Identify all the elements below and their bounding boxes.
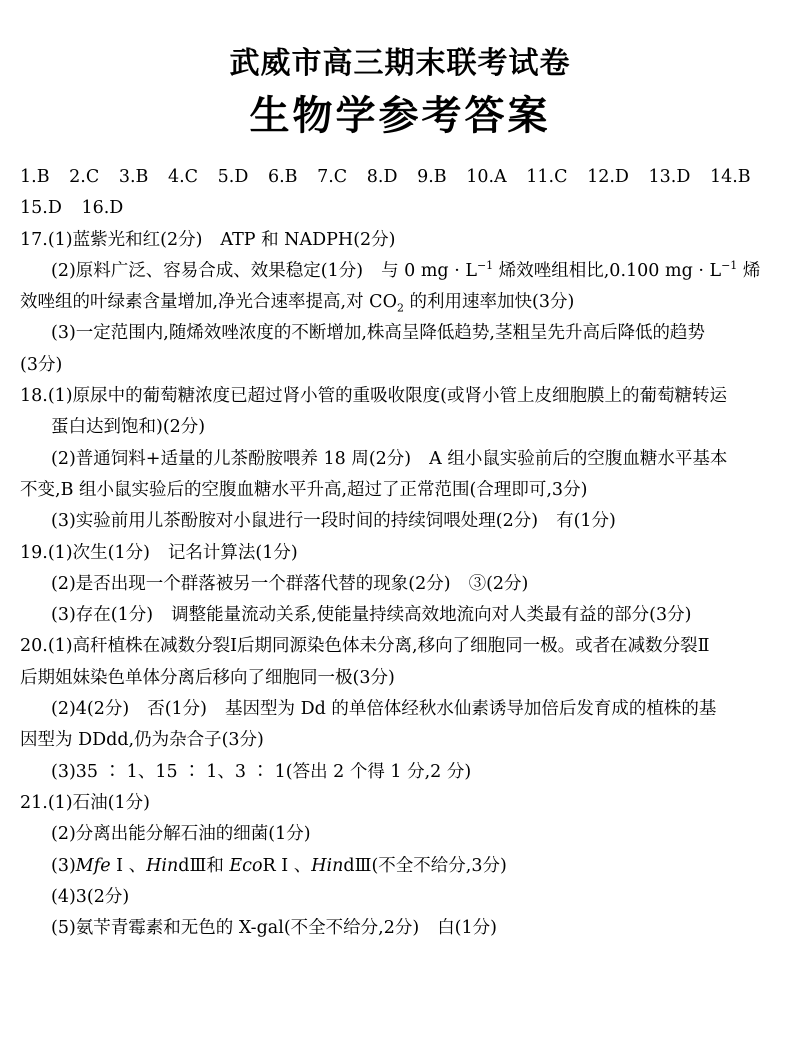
superscript: −1 [721, 259, 738, 273]
q18-line-4: 不变,B 组小鼠实验后的空腹血糖水平升高,超过了正常范围(合理即可,3分) [20, 479, 588, 500]
q19-part-1-answer-b: 记名计算法(1分) [167, 542, 298, 563]
mc-answers-row-1 [20, 162, 790, 193]
q17-line-4: (3)一定范围内,随烯效唑浓度的不断增加,株高呈降低趋势,茎粗呈先升高后降低的趋势 [51, 323, 705, 344]
q18-line-1: 18.(1)原尿中的葡萄糖浓度已超过肾小管的重吸收限度(或肾小管上皮细胞膜上的葡萄糖转运 [20, 386, 727, 407]
mc-answer: 14.B [709, 167, 751, 187]
q21-part-5-answer-b: 白(1分) [437, 918, 497, 939]
enzyme-name: Eco [229, 855, 263, 876]
q21-line-2: (2)分离出能分解石油的细菌(1分) [51, 824, 311, 845]
mc-answer: 5.D [217, 167, 249, 187]
enzyme-name: Mfe [75, 855, 111, 876]
q19-line-3 [20, 600, 790, 631]
q17-part-2-text: 烯 [742, 260, 761, 281]
q21-line-4: (4)3(2分) [51, 886, 130, 907]
q20-line-4: 因型为 DDdd,仍为杂合子(3分) [20, 730, 264, 751]
q20-part-2-answer-c: 基因型为 Dd 的单倍体经秋水仙素诱导加倍后发育成的植株的基 [225, 699, 717, 720]
mc-answer: 2.C [69, 167, 100, 187]
q17-part-2-text: 与 0 mg · L [381, 260, 477, 281]
q17-part-2-answer: (2)原料广泛、容易合成、效果稳定(1分) [51, 260, 364, 281]
q19-part-3-answer: (3)存在(1分) [51, 605, 154, 626]
mc-answers-row-2 [20, 193, 790, 224]
q17-line-3 [20, 287, 790, 318]
mc-answer: 1.B [20, 167, 50, 187]
mc-answer: 8.D [366, 167, 398, 187]
q19-part-1-answer: 19.(1)次生(1分) [20, 542, 150, 563]
superscript: −1 [476, 259, 494, 273]
mc-answer: 16.D [81, 198, 124, 219]
mc-answer: 13.D [648, 167, 691, 187]
mc-answer: 7.C [317, 167, 348, 187]
q21-part-3-text: Ⅰ 、 [110, 855, 147, 876]
enzyme-name: Hin [311, 855, 344, 876]
q18-line-2: 蛋白达到饱和)(2分) [51, 417, 206, 438]
q17-part-2-text: 效唑组的叶绿素含量增加,净光合速率提高,对 CO [20, 292, 397, 313]
q21-line-1: 21.(1)石油(1分) [20, 792, 150, 813]
q17-line-2 [20, 256, 790, 287]
mc-answer: 4.C [167, 167, 199, 187]
q20-line-3 [20, 694, 790, 725]
q21-part-3-label: (3) [51, 855, 76, 876]
answer-body [20, 162, 790, 944]
q17-line-5: (3分) [20, 354, 63, 375]
q20-line-5: (3)35 ∶ 1、15 ∶ 1、3 ∶ 1(答出 2 个得 1 分,2 分) [51, 761, 472, 782]
q19-line-2 [20, 569, 790, 600]
q18-part-2-answer: (2)普通饲料+适量的儿茶酚胺喂养 18 周(2分) [51, 448, 412, 469]
q18-part-2-answer-b: A 组小鼠实验前后的空腹血糖水平基本 [429, 448, 728, 469]
q20-line-1: 20.(1)高秆植株在减数分裂Ⅰ后期同源染色体未分离,移向了细胞同一极。或者在减数分裂Ⅱ [20, 636, 710, 657]
mc-answer: 10.A [466, 167, 507, 187]
q17-part-1-answer-b: ATP 和 NADPH(2分) [220, 229, 396, 250]
q19-line-1 [20, 538, 790, 569]
enzyme-name: Hin [146, 855, 179, 876]
q18-line-5 [20, 506, 790, 537]
q20-line-2: 后期姐妹染色单体分离后移向了细胞同一极(3分) [20, 667, 395, 688]
mc-answer: 9.B [417, 167, 447, 187]
mc-answer: 11.C [526, 167, 568, 187]
mc-answer: 12.D [587, 167, 629, 187]
q21-part-3-text: dⅢ(不全不给分,3分) [343, 855, 507, 876]
q20-part-2-answer-b: 否(1分) [147, 699, 208, 720]
q21-line-5 [20, 913, 790, 944]
q18-part-3-answer: (3)实验前用儿茶酚胺对小鼠进行一段时间的持续饲喂处理(2分) [51, 511, 539, 532]
q18-line-3 [20, 444, 790, 475]
page-title: 武威市高三期末联考试卷 [229, 46, 571, 81]
q21-part-3-text: dⅢ和 [178, 855, 230, 876]
q21-line-3 [20, 851, 790, 882]
q17-part-2-text: 的利用速率加快(3分) [409, 292, 575, 313]
q19-part-2-answer: (2)是否出现一个群落被另一个群落代替的现象(2分) [51, 573, 451, 594]
q21-part-3-text: R Ⅰ 、 [262, 855, 312, 876]
q18-part-3-answer-b: 有(1分) [556, 511, 616, 532]
mc-answer: 15.D [20, 198, 62, 219]
q17-line-1 [20, 225, 790, 256]
q19-part-3-answer-b: 调整能量流动关系,使能量持续高效地流向对人类最有益的部分(3分) [171, 605, 692, 626]
q20-part-2-answer: (2)4(2分) [51, 699, 130, 720]
q17-part-1-answer: 17.(1)蓝紫光和红(2分) [20, 229, 203, 250]
q19-part-2-answer-b: ③(2分) [468, 573, 529, 594]
subscript: 2 [396, 301, 404, 315]
q17-part-2-text: 烯效唑组相比,0.100 mg · L [498, 260, 722, 281]
mc-answer: 6.B [267, 167, 298, 187]
mc-answer: 3.B [118, 167, 149, 187]
page-subtitle: 生物学参考答案 [249, 93, 551, 139]
q21-part-5-answer: (5)氨苄青霉素和无色的 X-gal(不全不给分,2分) [51, 918, 420, 939]
